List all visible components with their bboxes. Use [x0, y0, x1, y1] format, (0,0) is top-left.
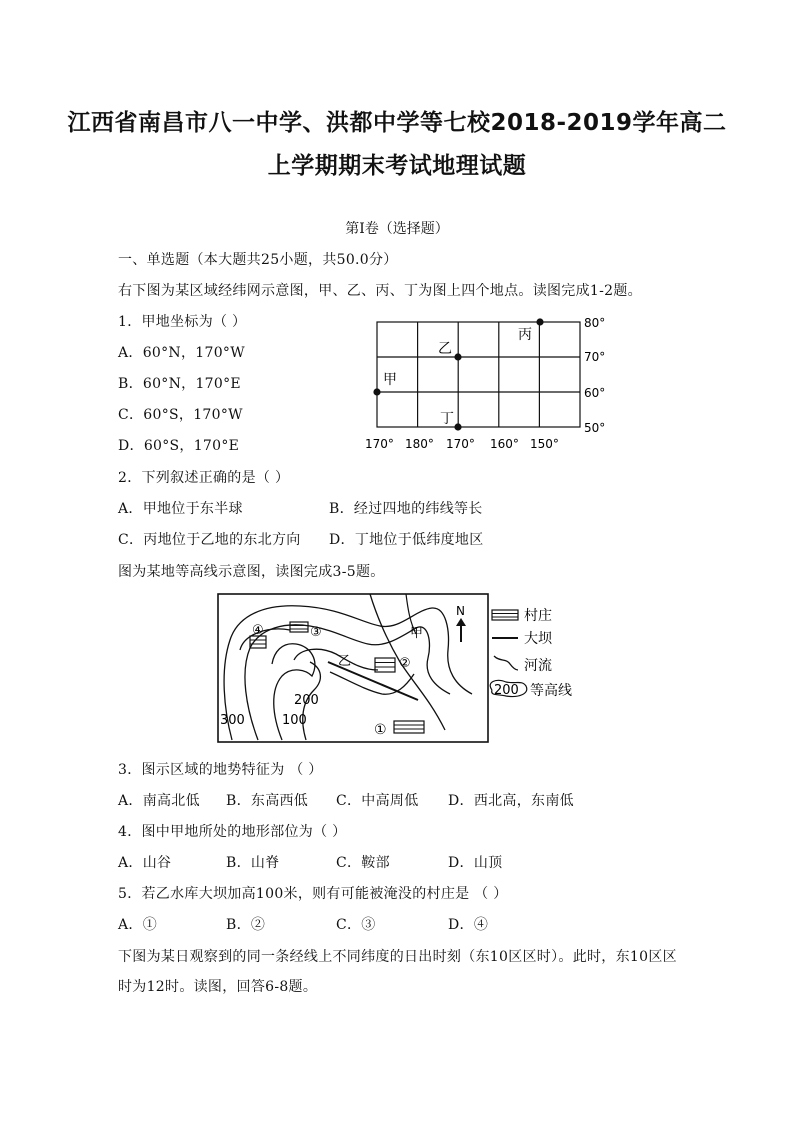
legend-river-label: 河流 [524, 658, 552, 674]
q3-option-c: C．中高周低 [336, 793, 419, 809]
north-arrow-icon [456, 618, 466, 642]
q4-option-b: B．山脊 [226, 855, 280, 871]
q1-option-a: A．60°N，170°W [118, 345, 245, 361]
grid-frame [377, 322, 580, 427]
question-type-title: 一、单选题（本大题共25小题，共50.0分） [118, 252, 398, 268]
legend-river-icon [494, 656, 518, 670]
lat-label-60: 60° [584, 386, 606, 400]
label-ding: 丁 [440, 411, 454, 427]
q1-stem: 1．甲地坐标为（ ） [118, 314, 247, 330]
q5-option-d: D．④ [448, 917, 489, 933]
lat-label-70: 70° [584, 350, 606, 364]
q2-option-a: A．甲地位于东半球 [118, 501, 243, 517]
q5-option-b: B．② [226, 917, 266, 933]
intro-q6-8-line2: 时为12时。读图，回答6-8题。 [118, 979, 318, 995]
q4-option-c: C．鞍部 [336, 855, 390, 871]
legend-contour-label: 等高线 [530, 683, 572, 699]
q5-option-c: C．③ [336, 917, 376, 933]
intro-q3-5: 图为某地等高线示意图，读图完成3-5题。 [118, 564, 385, 580]
q3-stem: 3．图示区域的地势特征为 （ ） [118, 762, 323, 778]
contour-label-300: 300 [220, 713, 245, 728]
village-1-label: ① [374, 722, 387, 738]
place-yi-label: 乙 [338, 654, 352, 669]
q4-stem: 4．图中甲地所处的地形部位为（ ） [118, 824, 347, 840]
lon-label-3: 170° [446, 437, 475, 451]
point-ding-dot [454, 423, 461, 430]
paper-title-line1: 江西省南昌市八一中学、洪都中学等七校2018-2019学年高二 [67, 110, 727, 136]
legend-village-icon [492, 610, 518, 620]
label-jia: 甲 [383, 372, 397, 388]
legend-village-label: 村庄 [524, 608, 552, 624]
village-1 [394, 721, 424, 733]
contour-label-200: 200 [294, 693, 319, 708]
map-frame [218, 594, 488, 742]
q5-stem: 5．若乙水库大坝加高100米，则有可能被淹没的村庄是 （ ） [118, 886, 508, 902]
q3-option-a: A．南高北低 [118, 793, 200, 809]
q2-stem: 2．下列叙述正确的是（ ） [118, 470, 290, 486]
lat-label-80: 80° [584, 316, 606, 330]
village-2-label: ② [399, 656, 411, 671]
legend-contour-value: 200 [494, 683, 519, 698]
contour-map-figure [210, 590, 590, 750]
place-jia-label: 甲 [410, 626, 424, 641]
legend-dam-label: 大坝 [524, 631, 552, 647]
label-bing: 丙 [518, 327, 532, 343]
intro-q6-8-line1: 下图为某日观察到的同一条经线上不同纬度的日出时刻（东10区区时）。此时，东10区区 [118, 949, 677, 965]
lon-label-1: 170° [365, 437, 394, 451]
village-4-label: ④ [252, 623, 264, 638]
q1-option-d: D．60°S，170°E [118, 438, 240, 454]
q2-option-b: B．经过四地的纬线等长 [329, 501, 483, 517]
point-yi-dot [454, 353, 461, 360]
label-yi: 乙 [438, 341, 452, 357]
lat-lon-grid-figure [360, 310, 620, 455]
point-jia-dot [373, 388, 380, 395]
north-label: N [456, 604, 465, 618]
point-bing-dot [536, 318, 543, 325]
lon-label-2: 180° [405, 437, 434, 451]
lat-label-50: 50° [584, 421, 606, 435]
lon-label-4: 160° [490, 437, 519, 451]
village-3-label: ③ [310, 625, 322, 640]
q3-option-d: D．西北高，东南低 [448, 793, 574, 809]
q1-option-c: C．60°S，170°W [118, 407, 243, 423]
q5-option-a: A．① [118, 917, 158, 933]
q1-option-b: B．60°N，170°E [118, 376, 241, 392]
contour-label-100: 100 [282, 713, 307, 728]
q2-option-c: C．丙地位于乙地的东北方向 [118, 532, 301, 548]
intro-q1-2: 右下图为某区域经纬网示意图，甲、乙、丙、丁为图上四个地点。读图完成1-2题。 [118, 283, 642, 299]
part-title: 第Ⅰ卷（选择题） [345, 221, 449, 237]
q4-option-a: A．山谷 [118, 855, 172, 871]
paper-title-line2: 上学期期末考试地理试题 [267, 153, 527, 179]
q3-option-b: B．东高西低 [226, 793, 309, 809]
q4-option-d: D．山顶 [448, 855, 503, 871]
q2-option-d: D．丁地位于低纬度地区 [329, 532, 484, 548]
lon-label-5: 150° [530, 437, 559, 451]
village-3 [290, 622, 308, 632]
